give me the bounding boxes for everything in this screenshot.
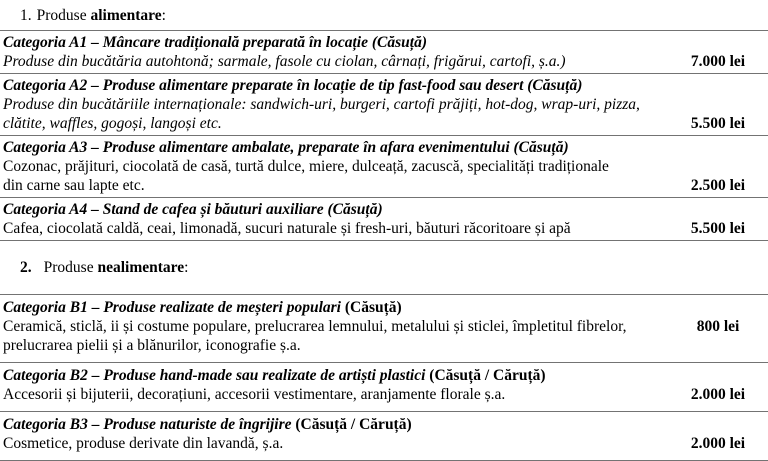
category-description — [0, 52, 668, 71]
category-title: Categoria A1 – Mâncare tradițională preparată în locație (Căsuță) — [3, 34, 427, 51]
category-location-tag: (Căsuță) — [341, 299, 402, 316]
category-title: Categoria A3 – Produse alimentare ambalate, preparate în afara evenimentului (Căsuță) — [3, 139, 569, 156]
description-line: Produse din bucătăria autohtonă; sarmale, fasole cu ciolan, cârnați, frigărui, cartofi, ș.a.) — [3, 53, 566, 70]
category-heading — [0, 138, 768, 157]
non-food-products-table — [0, 294, 768, 461]
category-row — [0, 135, 768, 197]
section-2-text: Produse — [43, 259, 94, 276]
category-price: 5.500 lei — [690, 115, 746, 132]
category-heading — [0, 76, 768, 95]
description-line: Cosmetice, produse derivate din lavandă, ș.a. — [3, 435, 284, 452]
category-description — [0, 157, 668, 195]
section-1-number: 1. — [20, 7, 32, 24]
section-1-text: Produse — [36, 7, 87, 24]
category-row — [0, 30, 768, 73]
section-2-number: 2. — [20, 259, 32, 276]
section-1-colon: : — [161, 7, 166, 24]
description-line: prelucrarea pielii și a blănurilor, iconografie ș.a. — [3, 337, 301, 354]
category-body — [0, 219, 768, 238]
category-price: 2.500 lei — [690, 177, 746, 194]
category-heading — [0, 366, 768, 385]
section-2-keyword: nealimentare — [97, 259, 185, 276]
description-line: din carne sau lapte etc. — [3, 177, 145, 194]
category-price: 7.000 lei — [690, 53, 746, 70]
section-1-heading — [0, 6, 768, 25]
category-body — [0, 157, 768, 195]
description-line: Cafea, ciocolată caldă, ceai, limonadă, sucuri naturale și fresh-uri, băuturi răcoritoare și apă — [3, 220, 571, 237]
description-line: Produse din bucătăriile internaționale: sandwich-uri, burgeri, cartofi prăjiți, hot-dog, wrap-uri, pizza, — [3, 96, 640, 113]
category-description — [0, 385, 668, 404]
section-1-keyword: alimentare — [90, 7, 162, 24]
category-description — [0, 219, 668, 238]
category-price: 5.500 lei — [690, 220, 746, 237]
category-title: Categoria B1 – Produse realizate de meșteri populari — [3, 299, 341, 316]
category-price: 2.000 lei — [690, 435, 746, 452]
category-title: Categoria B2 – Produse hand-made sau realizate de artiști plastici — [3, 367, 426, 384]
category-location-tag: (Căsuță / Căruță) — [291, 416, 412, 433]
category-body — [0, 95, 768, 133]
description-line: Cozonac, prăjituri, ciocolată de casă, turtă dulce, miere, dulceață, zacuscă, specialități tradiționale — [3, 158, 609, 175]
category-heading — [0, 298, 768, 317]
category-heading — [0, 33, 768, 52]
category-description — [0, 317, 668, 355]
category-title: Categoria A2 – Produse alimentare preparate în locație de tip fast-food sau desert (Căsuță) — [3, 77, 583, 94]
category-location-tag: (Căsuță / Căruță) — [425, 367, 546, 384]
category-description — [0, 95, 668, 133]
category-body — [0, 385, 768, 404]
category-description — [0, 434, 668, 453]
food-products-table — [0, 30, 768, 241]
category-title: Categoria A4 – Stand de cafea și băuturi auxiliare (Căsuță) — [3, 201, 383, 218]
section-2-heading — [0, 258, 768, 277]
category-row — [0, 73, 768, 135]
category-price: 2.000 lei — [690, 386, 746, 403]
category-body — [0, 434, 768, 453]
description-line: clătite, waffles, gogoși, langoși etc. — [3, 115, 222, 132]
category-row — [0, 197, 768, 240]
category-heading — [0, 200, 768, 219]
category-heading — [0, 415, 768, 434]
category-body — [0, 317, 768, 355]
description-line: Ceramică, sticlă, ii și costume populare, prelucrarea lemnului, metalului și sticlei, împletitul fibrelor, — [3, 318, 627, 335]
category-row — [0, 294, 768, 362]
section-2-colon: : — [184, 259, 189, 276]
category-body — [0, 52, 768, 71]
description-line: Accesorii și bijuterii, decorațiuni, accesorii vestimentare, aranjamente florale ș.a. — [3, 386, 506, 403]
category-row — [0, 362, 768, 411]
category-title: Categoria B3 – Produse naturiste de îngrijire — [3, 416, 292, 433]
category-price: 800 lei — [696, 318, 740, 335]
